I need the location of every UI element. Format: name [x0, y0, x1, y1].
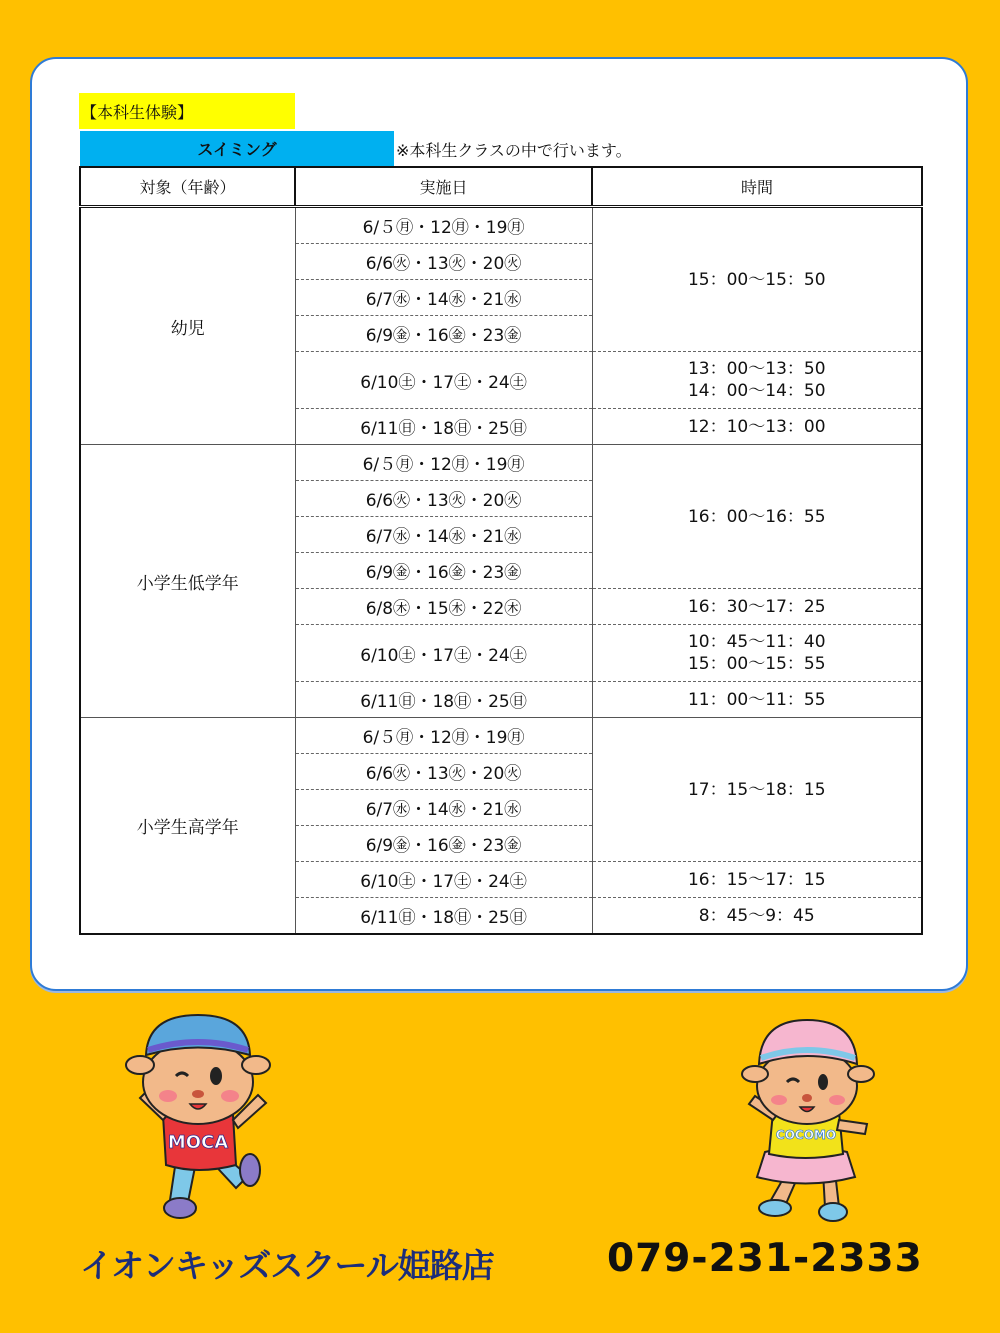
time-cell: 8：45～9：45	[592, 898, 922, 935]
target-age-cell: 幼児	[80, 207, 295, 445]
time-cell: 16：00～16：55	[592, 445, 922, 589]
date-cell: 6/7㊌・14㊌・21㊌	[295, 790, 592, 826]
course-note: ※本科生クラスの中で行います。	[396, 141, 632, 160]
time-cell: 16：30～17：25	[592, 589, 922, 625]
time-cell: 16：15～17：15	[592, 862, 922, 898]
date-cell: 6/５㊊・12㊊・19㊊	[295, 718, 592, 754]
date-cell: 6/11㊐・18㊐・25㊐	[295, 409, 592, 445]
date-cell: 6/6㊋・13㊋・20㊋	[295, 754, 592, 790]
time-cell: 12：10～13：00	[592, 409, 922, 445]
table-header-row	[80, 167, 922, 207]
header-date: 実施日	[295, 167, 592, 207]
schedule-body	[80, 207, 922, 935]
date-cell: 6/7㊌・14㊌・21㊌	[295, 280, 592, 316]
section-label: 【本科生体験】	[79, 93, 295, 129]
date-cell: 6/7㊌・14㊌・21㊌	[295, 517, 592, 553]
schedule-table	[79, 166, 923, 935]
cocomo-mascot	[735, 1012, 885, 1224]
table-row	[80, 445, 922, 481]
date-cell: 6/10㊏・17㊏・24㊏	[295, 862, 592, 898]
date-cell: 6/6㊋・13㊋・20㊋	[295, 481, 592, 517]
time-cell: 17：15～18：15	[592, 718, 922, 862]
date-cell: 6/10㊏・17㊏・24㊏	[295, 625, 592, 682]
date-cell: 6/9㊎・16㊎・23㊎	[295, 553, 592, 589]
date-cell: 6/6㊋・13㊋・20㊋	[295, 244, 592, 280]
date-cell: 6/11㊐・18㊐・25㊐	[295, 682, 592, 718]
moca-mascot	[118, 1010, 278, 1225]
course-label: スイミング	[80, 131, 394, 166]
table-row	[80, 207, 922, 244]
target-age-cell: 小学生高学年	[80, 718, 295, 935]
date-cell: 6/10㊏・17㊏・24㊏	[295, 352, 592, 409]
school-name: イオンキッズスクール姫路店	[80, 1246, 494, 1285]
header-time: 時間	[592, 167, 922, 207]
target-age-cell: 小学生低学年	[80, 445, 295, 718]
date-cell: 6/9㊎・16㊎・23㊎	[295, 826, 592, 862]
time-cell: 11：00～11：55	[592, 682, 922, 718]
header-target: 対象（年齢）	[80, 167, 295, 207]
date-cell: 6/8㊍・15㊍・22㊍	[295, 589, 592, 625]
time-cell: 10：45～11：40 15：00～15：55	[592, 625, 922, 682]
moca-shirt-text: MOCA	[167, 1132, 229, 1153]
table-row	[80, 718, 922, 754]
cocomo-shirt-text: COCOMO	[775, 1128, 837, 1142]
time-cell: 13：00～13：50 14：00～14：50	[592, 352, 922, 409]
date-cell: 6/9㊎・16㊎・23㊎	[295, 316, 592, 352]
date-cell: 6/５㊊・12㊊・19㊊	[295, 445, 592, 481]
date-cell: 6/５㊊・12㊊・19㊊	[295, 207, 592, 244]
phone-number[interactable]: 079-231-2333	[607, 1236, 923, 1281]
time-cell: 15：00～15：50	[592, 207, 922, 352]
date-cell: 6/11㊐・18㊐・25㊐	[295, 898, 592, 935]
